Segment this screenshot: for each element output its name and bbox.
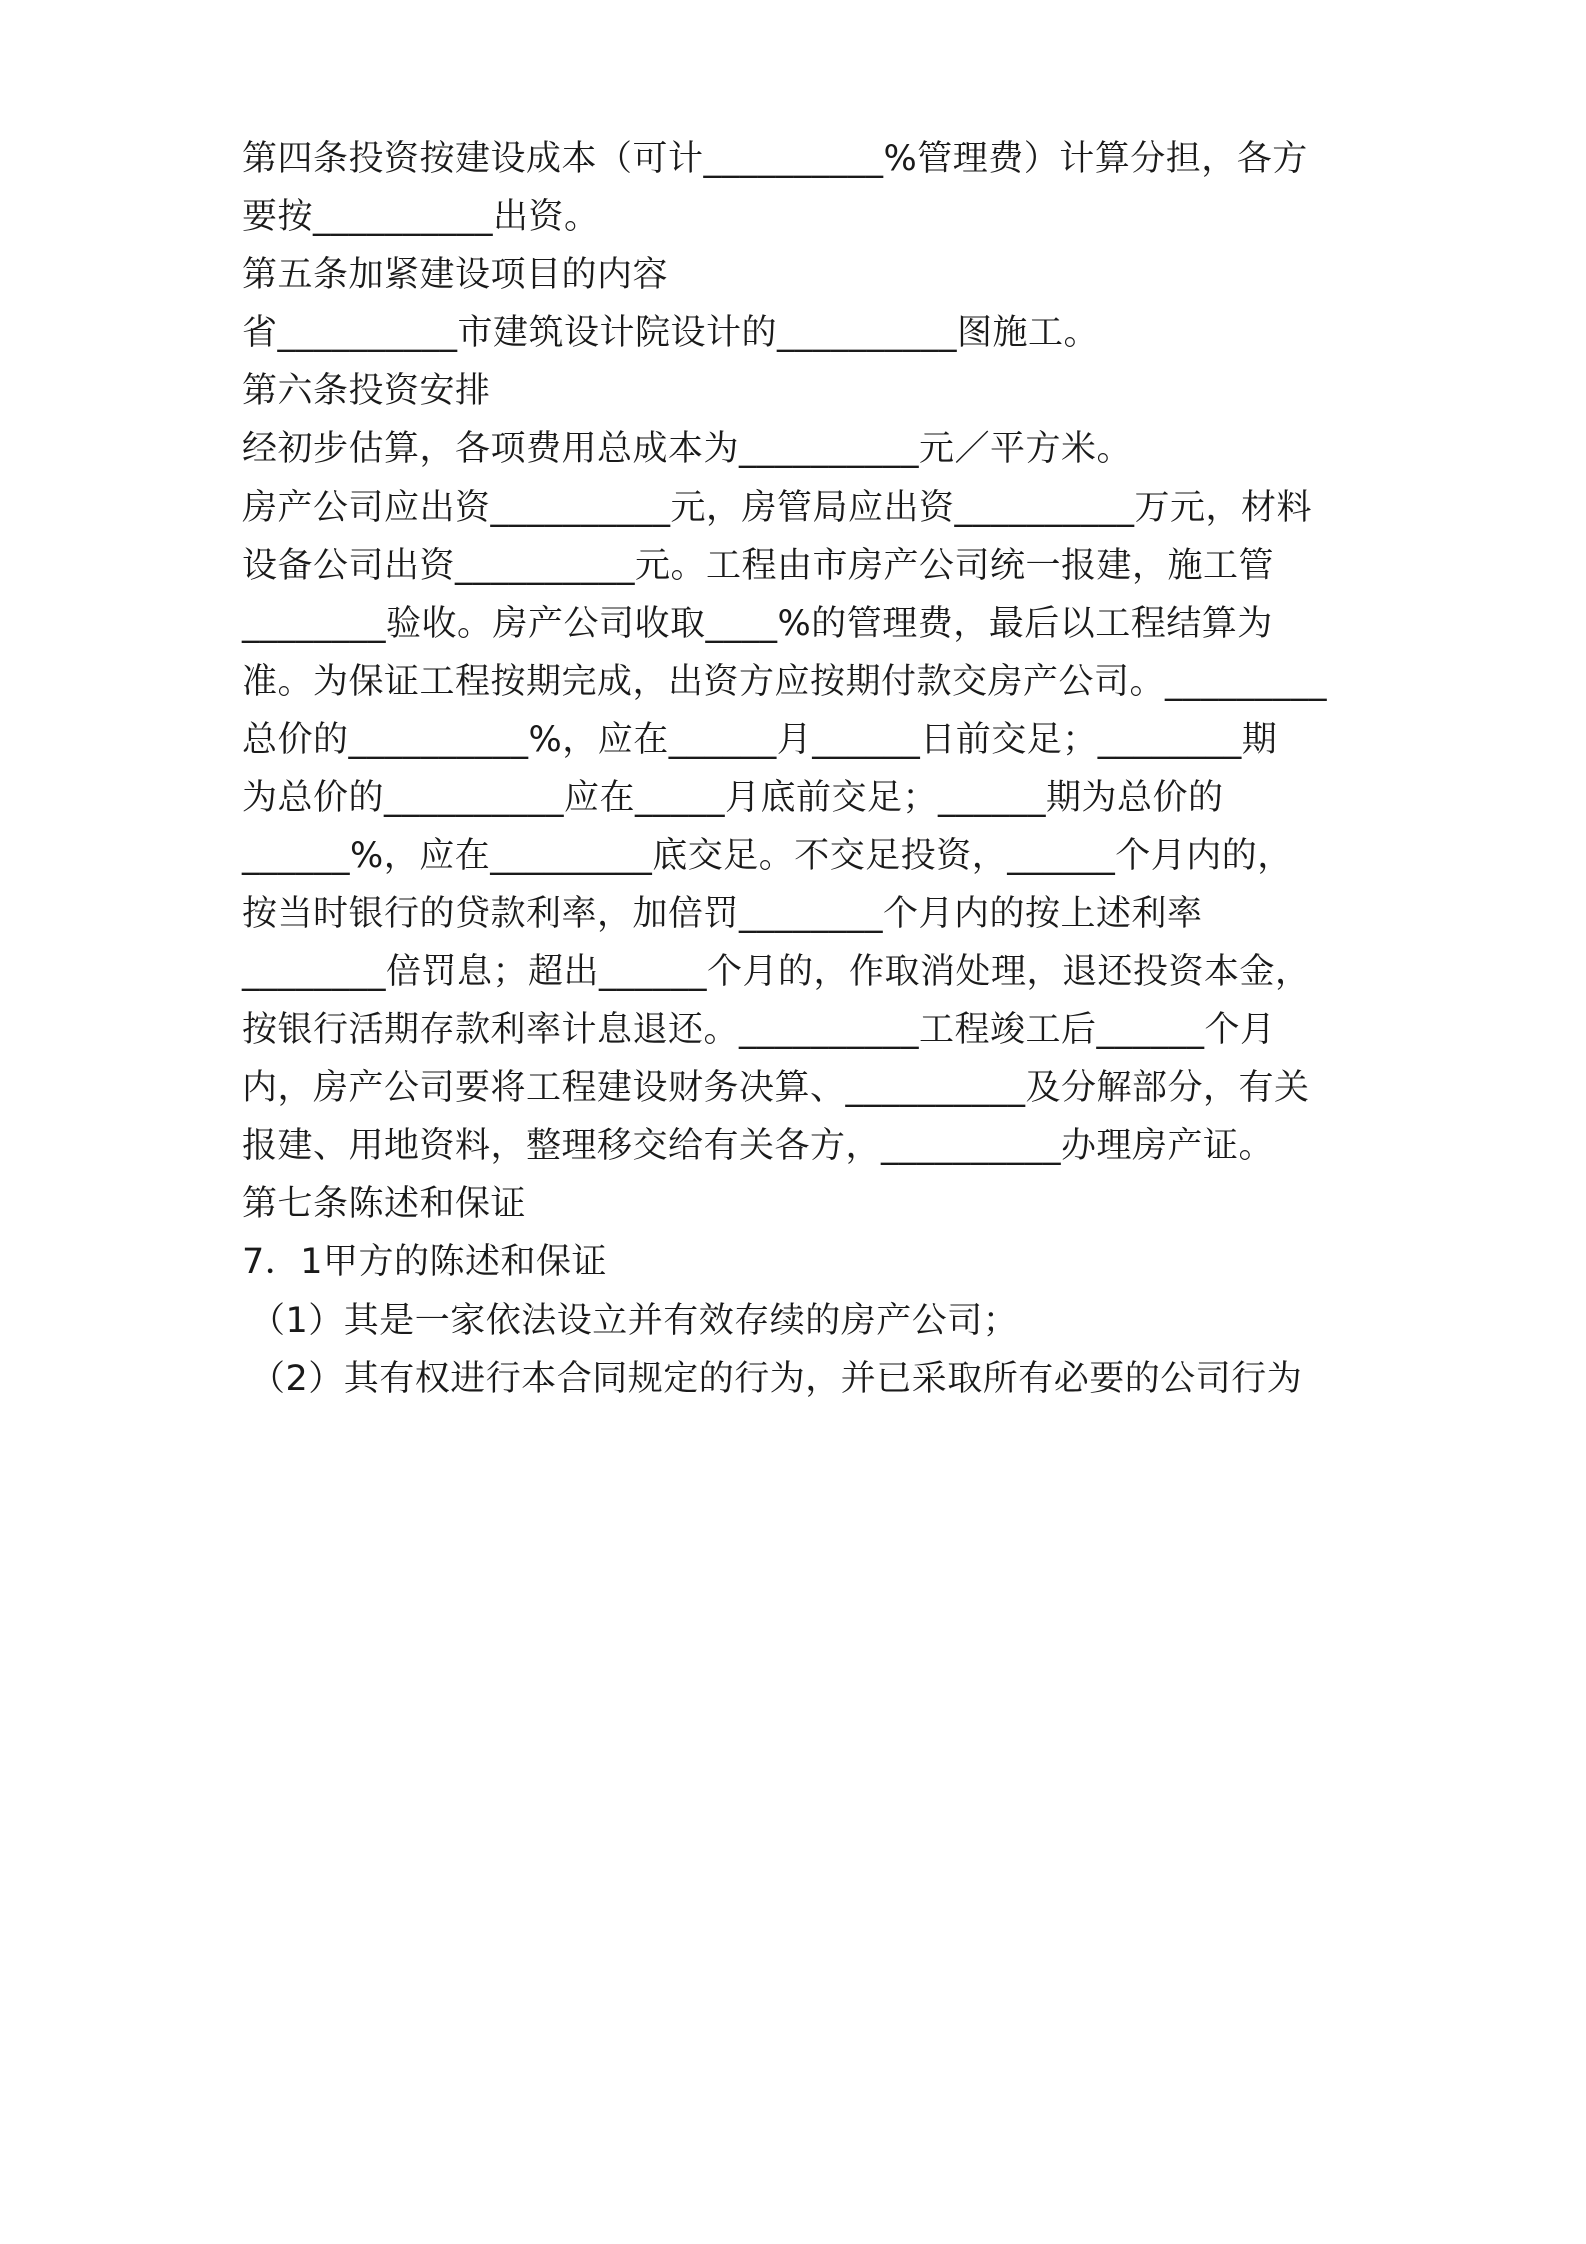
heading-article-7: 第七条陈述和保证 [242, 1184, 527, 1224]
text-line: 内，房产公司要将工程建设财务决算、__________及分解部分，有关 [242, 1068, 1310, 1108]
text-line: ________验收。房产公司收取____%的管理费，最后以工程结算为 [242, 604, 1273, 644]
list-item-1: （1）其是一家依法设立并有效存续的房产公司； [250, 1301, 1019, 1341]
text-line: 房产公司应出资__________元，房管局应出资__________万元，材料 [242, 488, 1313, 528]
heading-article-5: 第五条加紧建设项目的内容 [242, 255, 669, 295]
text-line: 准。为保证工程按期完成，出资方应按期付款交房产公司。_________ [242, 662, 1328, 702]
heading-article-6: 第六条投资安排 [242, 371, 491, 411]
text-line: 报建、用地资料，整理移交给有关各方，__________办理房产证。 [242, 1126, 1275, 1166]
text-line-article-4: 第四条投资按建设成本（可计__________%管理费）计算分担，各方 [242, 139, 1308, 179]
subheading-7-1: 7．1甲方的陈述和保证 [242, 1242, 608, 1282]
text-line: 设备公司出资__________元。工程由市房产公司统一报建，施工管 [242, 546, 1275, 586]
text-line: 为总价的__________应在_____月底前交足；______期为总价的 [242, 778, 1224, 818]
text-line: 要按__________出资。 [242, 197, 600, 237]
text-line: 总价的__________%，应在______月______日前交足；________期 [242, 720, 1278, 760]
text-line: 按银行活期存款利率计息退还。__________工程竣工后______个月 [242, 1010, 1276, 1050]
list-item-2: （2）其有权进行本合同规定的行为，并已采取所有必要的公司行为 [250, 1359, 1303, 1399]
text-line: ______%，应在_________底交足。不交足投资，______个月内的， [242, 836, 1293, 876]
text-line: 按当时银行的贷款利率，加倍罚________个月内的按上述利率 [242, 894, 1203, 934]
text-line: ________倍罚息；超出______个月的，作取消处理，退还投资本金， [242, 952, 1311, 992]
text-line: 经初步估算，各项费用总成本为__________元／平方米。 [242, 429, 1133, 469]
text-line: 省__________市建筑设计院设计的__________图施工。 [242, 313, 1100, 353]
